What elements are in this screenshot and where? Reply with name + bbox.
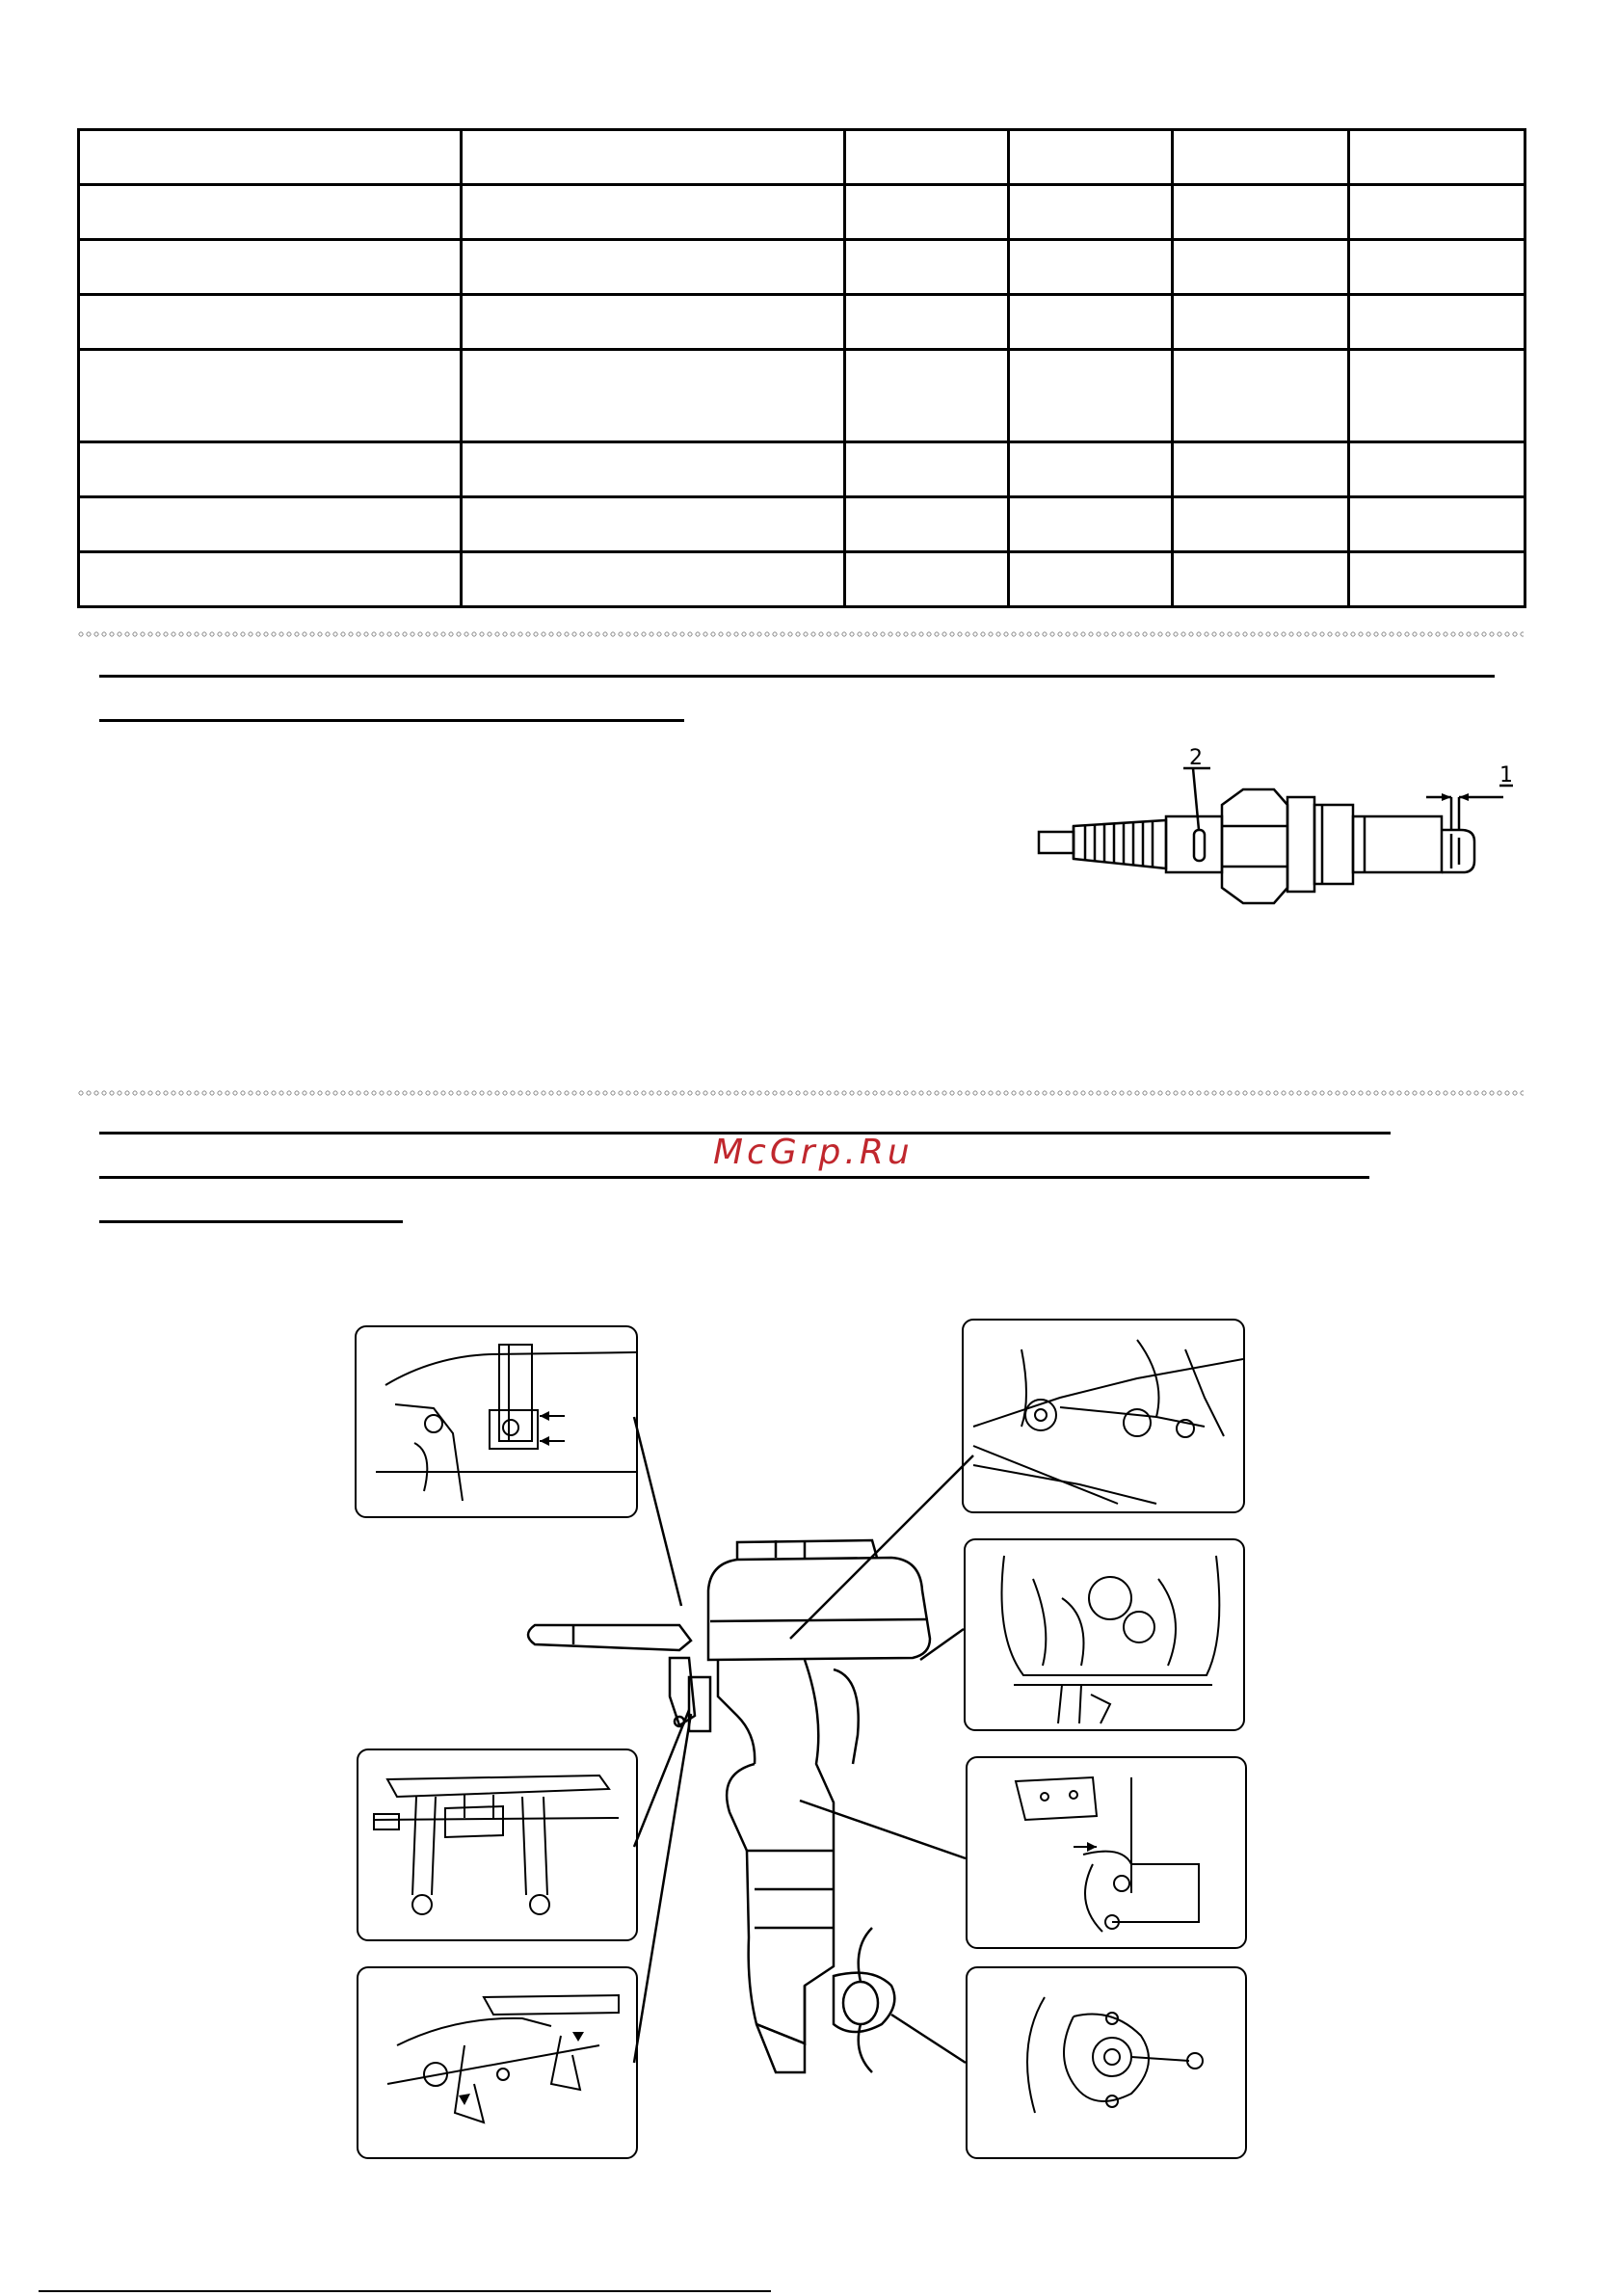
heading-underline — [99, 719, 684, 722]
table-row — [79, 130, 1525, 185]
callout-label: 1 — [1499, 763, 1513, 788]
watermark: McGrp.Ru — [713, 1133, 914, 1172]
footer-rule — [39, 2290, 771, 2292]
table-row — [79, 185, 1525, 240]
table-row — [79, 497, 1525, 552]
outboard-motor-lubrication-diagram-icon — [352, 1311, 1258, 2159]
spark-plug-diagram-icon — [1021, 737, 1532, 921]
table-row — [79, 240, 1525, 295]
section-divider — [77, 630, 1524, 638]
section-divider — [77, 1089, 1524, 1097]
table-row — [79, 552, 1525, 607]
table-row — [79, 350, 1525, 442]
heading-underline — [99, 1220, 403, 1223]
spec-table — [77, 128, 1526, 608]
heading-underline — [99, 675, 1495, 678]
heading-underline — [99, 1176, 1369, 1179]
callout-label: 2 — [1189, 746, 1203, 770]
table-row — [79, 442, 1525, 497]
table-row — [79, 295, 1525, 350]
